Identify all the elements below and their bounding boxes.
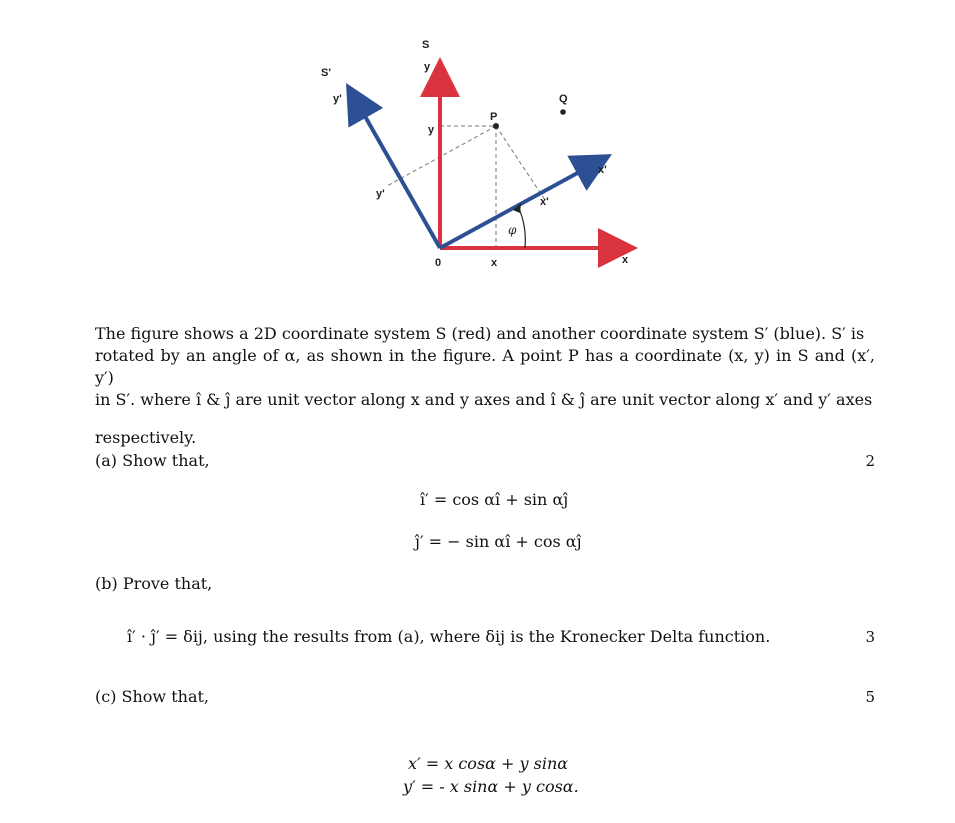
label-phi: φ [508,223,517,237]
point-P [493,123,499,129]
label-x-axis: x [622,254,629,266]
label-S-prime: S' [321,67,331,79]
blue-yprime-axis [350,90,440,248]
dashed-xprime-projection [496,126,545,200]
label-origin: 0 [435,257,442,269]
part-c-equation-1: x′ = x cosα + y sinα [408,754,569,773]
part-a-marks: 2 [865,452,875,470]
label-yprime-projection: y' [376,188,385,200]
label-y-axis: y [424,61,431,73]
label-yprime-axis: y' [333,93,342,105]
label-S: S [422,39,430,51]
label-P: P [490,111,498,123]
label-x-projection: x [491,257,498,269]
label-Q: Q [559,93,568,105]
part-c-label: (c) Show that, [95,687,209,706]
label-xprime-axis: x' [598,164,607,176]
part-a-equation-2: ĵ′ = − sin αî + cos αĵ [415,532,582,551]
intro-line-2: rotated by an angle of α, as shown in the figure. A point P has a coordinate (x, y) in S and (x′, y′) [95,346,875,387]
intro-line-1: The figure shows a 2D coordinate system S (red) and another coordinate system S′ (blue). S′ is [95,324,865,343]
intro-paragraph [95,323,875,449]
part-a-equation-1: î′ = cos αî + sin αĵ [420,490,569,509]
label-y-projection: y [428,124,435,136]
blue-xprime-axis [440,158,605,248]
part-b-marks: 3 [865,628,875,646]
coordinate-diagram [300,20,660,280]
point-Q [560,109,566,115]
intro-line-4: respectively. [95,428,197,447]
part-b-statement: î′ · ĵ′ = δij, using the results from (a), where δij is the Kronecker Delta function. [127,627,771,646]
intro-line-3: in S′. where î & ĵ are unit vector along x and y axes and î & ĵ are unit vector along x′ and y′ axes [95,390,873,409]
part-b-label: (b) Prove that, [95,574,213,593]
part-c-equation-2: y′ = - x sinα + y cosα. [403,777,579,796]
label-xprime-projection: x' [540,196,549,208]
coordinate-figure [300,20,660,280]
part-a-label: (a) Show that, [95,451,210,470]
part-c-marks: 5 [865,688,875,706]
